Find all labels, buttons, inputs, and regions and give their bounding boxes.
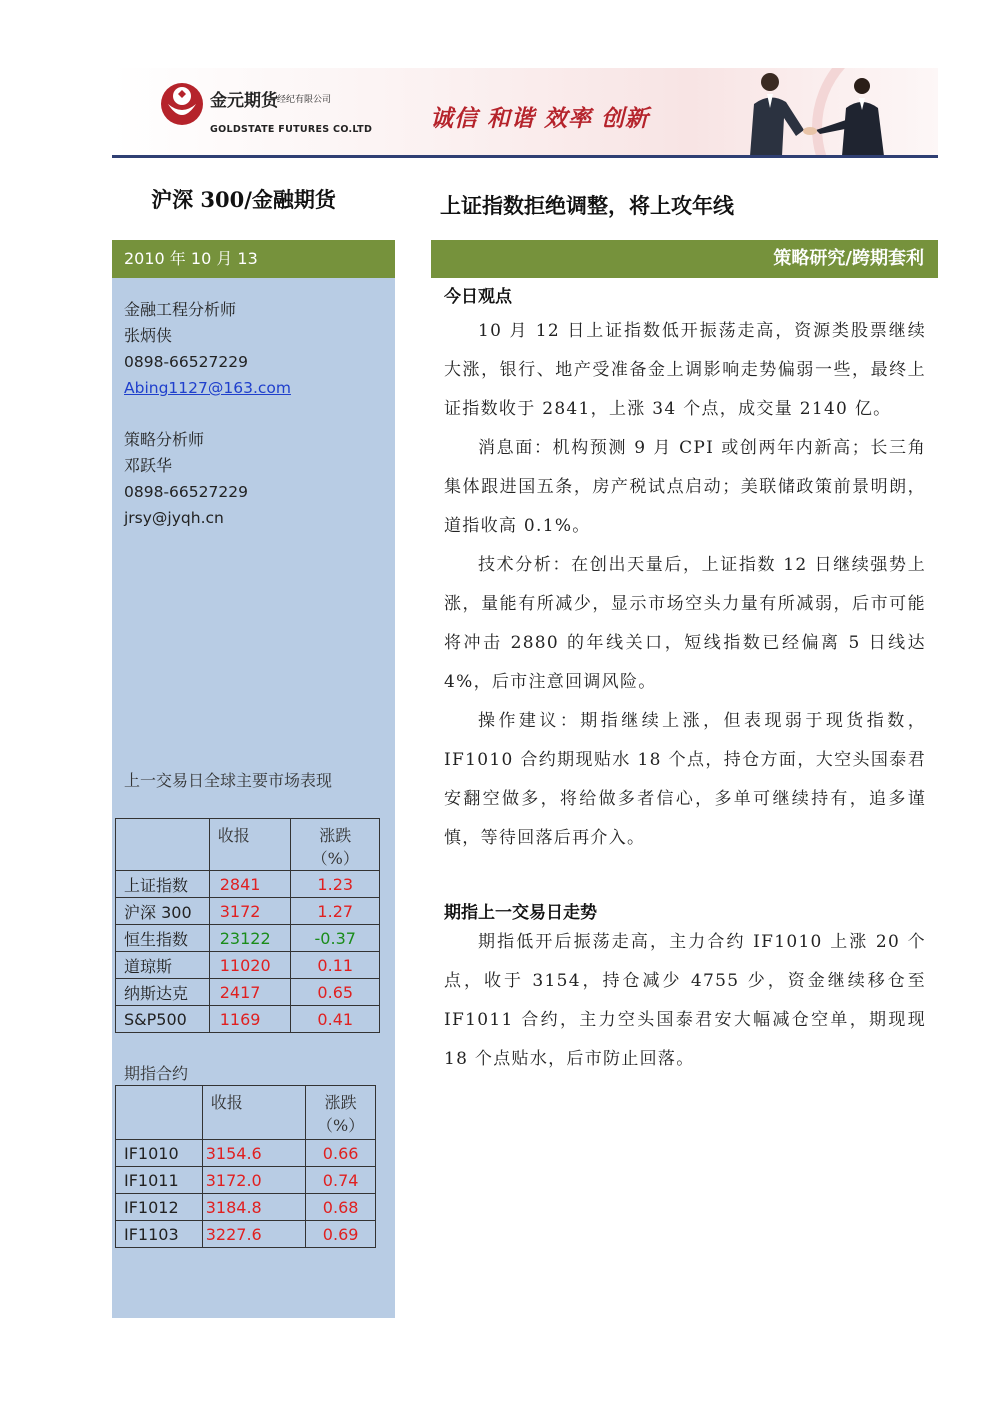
table-row	[116, 1140, 376, 1167]
market-close: 2417	[209, 979, 291, 1006]
market-change: 0.11	[291, 952, 380, 979]
market-name: 道琼斯	[116, 952, 210, 979]
paragraph-news: 消息面：机构预测 9 月 CPI 或创两年内新高；长三角集体跟进国五条，房产税试点启动；美联储政策前景明朗，道指收高 0.1%。	[444, 438, 926, 536]
table-row	[116, 1194, 376, 1221]
market-name: 上证指数	[116, 871, 210, 898]
table-row	[116, 1006, 380, 1033]
report-date: 2010 年 10 月 13	[112, 240, 395, 278]
futures-trend-heading: 期指上一交易日走势	[444, 903, 597, 923]
market-close: 2841	[209, 871, 291, 898]
market-change: -0.37	[291, 925, 380, 952]
table-row	[116, 871, 380, 898]
contract-change: 0.74	[306, 1167, 376, 1194]
analyst-name: 邓跃华	[124, 456, 173, 475]
table-row	[116, 925, 380, 952]
contract-change: 0.69	[306, 1221, 376, 1248]
market-close: 23122	[209, 925, 291, 952]
table-header-change: 涨跌 （%）	[306, 1086, 376, 1140]
table-row	[116, 898, 380, 925]
paragraph-technical: 技术分析：在创出天量后，上证指数 12 日继续强势上涨，量能有所减少，显示市场空头力量有所减弱，后市可能将冲击 2880 的年线关口，短线指数已经偏离 5 日线达 4%，后市注意回调风险。	[444, 555, 926, 692]
global-markets-table	[115, 818, 380, 1033]
category-bar: 策略研究/跨期套利	[431, 240, 938, 278]
paragraph-futures-trend: 期指低开后振荡走高，主力合约 IF1010 上涨 20 个点，收于 3154，持仓减少 4755 少，资金继续移仓至 IF1011 合约，主力空头国泰君安大幅减仓空单，期现现 18 个点贴水，后市防止回落。	[444, 932, 926, 1069]
analyst-email: jrsy@jyqh.cn	[124, 509, 224, 527]
market-name: 恒生指数	[116, 925, 210, 952]
analyst-email-link[interactable]: Abing1127@163.com	[124, 379, 291, 397]
table-header-change: 涨跌 （%）	[291, 819, 380, 871]
contract-name: IF1103	[116, 1221, 203, 1248]
logo-english-name: GOLDSTATE FUTURES CO.LTD	[210, 124, 373, 135]
contract-change: 0.68	[306, 1194, 376, 1221]
table-header-close: 收报	[209, 819, 291, 871]
contract-close: 3154.6	[202, 1140, 306, 1167]
header-banner	[112, 68, 938, 156]
market-change: 0.41	[291, 1006, 380, 1033]
analyst-card-1	[124, 297, 291, 401]
analyst-card-2	[124, 427, 248, 531]
contract-name: IF1012	[116, 1194, 203, 1221]
paragraph-advice: 操作建议：期指继续上涨，但表现弱于现货指数，IF1010 合约期现贴水 18 个点，持仓方面，大空头国泰君安翻空做多，将给做多者信心，多单可继续持有，追多谨慎，等待回落后再介入。	[444, 711, 926, 848]
company-logo-icon	[160, 82, 204, 126]
table-row	[116, 979, 380, 1006]
logo-chinese-name: 金元期货	[210, 91, 278, 111]
market-close: 1169	[209, 1006, 291, 1033]
table-row	[116, 1221, 376, 1248]
today-view-heading: 今日观点	[444, 287, 512, 307]
market-change: 0.65	[291, 979, 380, 1006]
futures-section-label: 期指合约	[124, 1064, 189, 1083]
analyst-role: 金融工程分析师	[124, 300, 237, 319]
market-change: 1.23	[291, 871, 380, 898]
table-header-blank	[116, 1086, 203, 1140]
contract-change: 0.66	[306, 1140, 376, 1167]
market-close: 11020	[209, 952, 291, 979]
market-name: 沪深 300	[116, 898, 210, 925]
analyst-name: 张炳侠	[124, 326, 173, 345]
table-header-row	[116, 819, 380, 871]
market-close: 3172	[209, 898, 291, 925]
contract-name: IF1011	[116, 1167, 203, 1194]
market-change: 1.27	[291, 898, 380, 925]
banner-divider	[112, 155, 938, 158]
table-header-blank	[116, 819, 210, 871]
contract-close: 3172.0	[202, 1167, 306, 1194]
sidebar-title: 沪深 300/金融期货	[151, 187, 336, 212]
logo-subtitle: 经纪有限公司	[277, 95, 332, 105]
contract-close: 3184.8	[202, 1194, 306, 1221]
market-name: 纳斯达克	[116, 979, 210, 1006]
analyst-role: 策略分析师	[124, 430, 205, 449]
report-headline: 上证指数拒绝调整，将上攻年线	[440, 193, 734, 218]
analyst-phone: 0898-66527229	[124, 353, 248, 371]
contract-name: IF1010	[116, 1140, 203, 1167]
table-header-row	[116, 1086, 376, 1140]
analyst-phone: 0898-66527229	[124, 483, 248, 501]
paragraph-market-summary: 10 月 12 日上证指数低开振荡走高，资源类股票继续大涨，银行、地产受准备金上调影响走势偏弱一些，最终上证指数收于 2841，上涨 34 个点，成交量 2140 亿。	[444, 321, 926, 419]
contract-close: 3227.6	[202, 1221, 306, 1248]
market-name: S&P500	[116, 1006, 210, 1033]
table-row	[116, 1167, 376, 1194]
company-slogan: 诚信 和谐 效率 创新	[430, 106, 650, 132]
table-row	[116, 952, 380, 979]
handshake-figures-icon	[712, 68, 938, 156]
futures-contracts-table	[115, 1085, 376, 1248]
table-header-close: 收报	[202, 1086, 306, 1140]
markets-section-label: 上一交易日全球主要市场表现	[124, 771, 333, 790]
